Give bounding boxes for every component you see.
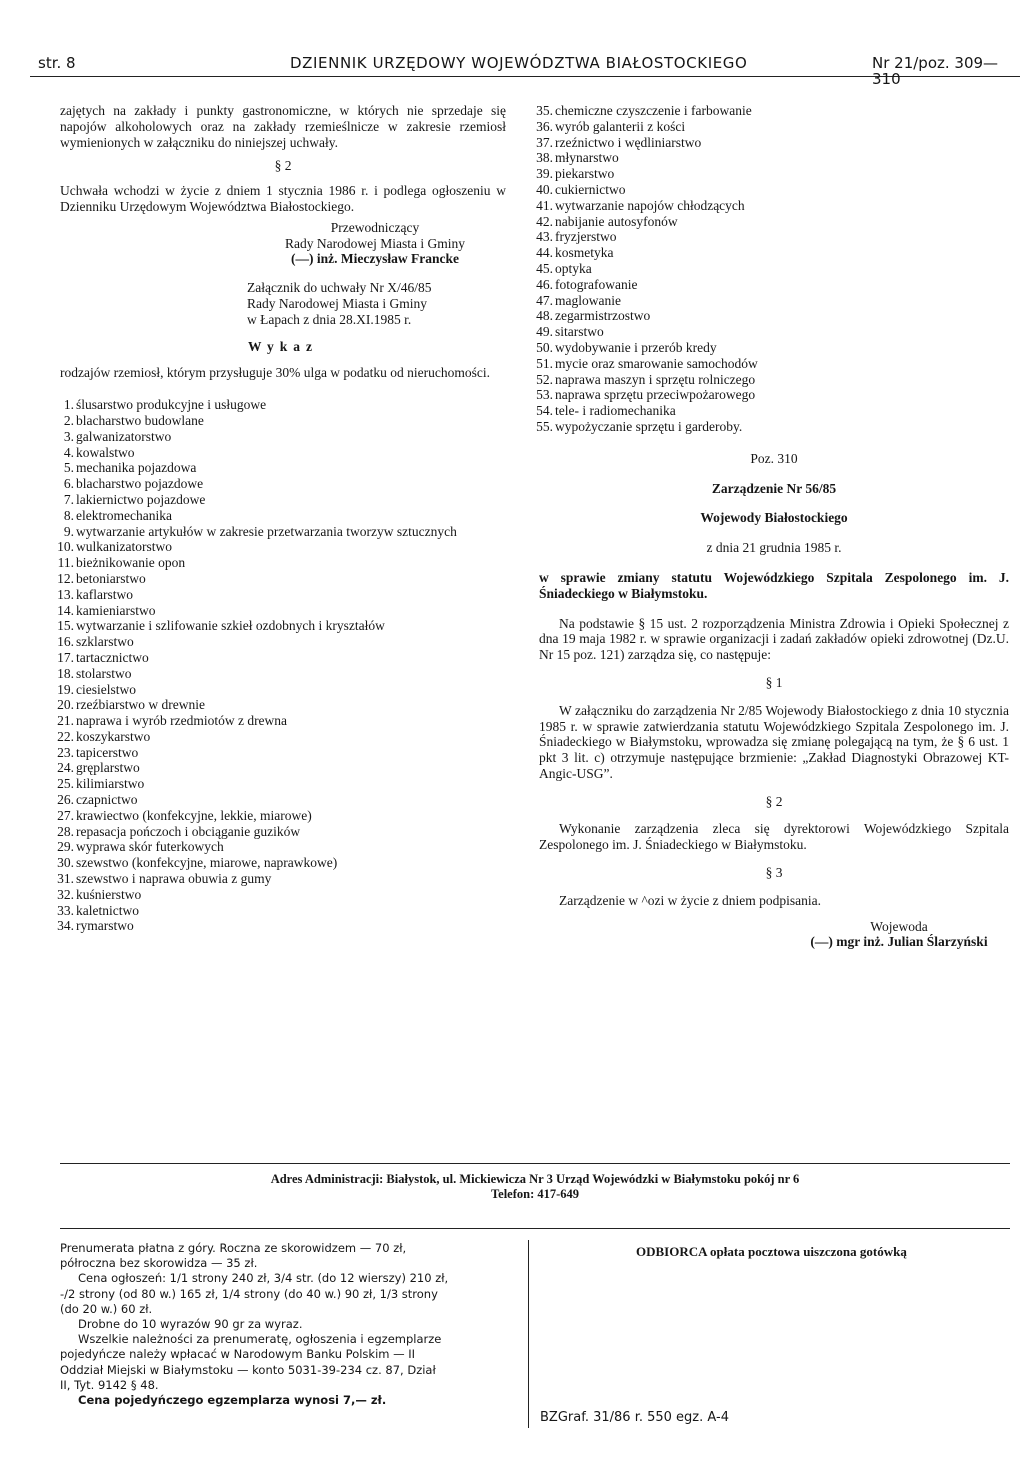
admin-address: Adres Administracji: Białystok, ul. Mickiewicza Nr 3 Urząd Wojewódzki w Białymstoku pokój nr 6 [270, 1172, 800, 1186]
list-item-text: czapnictwo [76, 792, 138, 808]
section-2-text-right: Wykonanie zarządzenia zleca się dyrektorowi Wojewódzkiego Szpitala Zespolonego im. J. Śniadeckiego w Białymstoku. [539, 821, 1009, 853]
list-item-text: naprawa sprzętu przeciwpożarowego [555, 387, 756, 403]
section-1-text: W załączniku do zarządzenia Nr 2/85 Wojewody Białostockiego z dnia 10 stycznia 1985 r. w sprawie zatwierdzania statutu Wojewódzkiego Szpitala Zespolonego im. J. Śniadeckiego w Białymstoku, wprowadza się zmianę polegającą na tym, że § 6 ust. 1 pkt 3 lit. c) otrzymuje następujące brzmienie: „Zakład Diagnostyki Obrazowej KT-Angic-USG”. [539, 702, 1009, 781]
list-item-text: wyprawa skór futerkowych [76, 839, 224, 855]
list-item [536, 103, 1009, 119]
list-item [57, 839, 506, 855]
list-item-number: 8. [63, 507, 74, 523]
annex-line-3: w Łapach z dnia 28.XI.1985 r. [247, 311, 412, 327]
list-item [60, 492, 506, 508]
list-item [536, 371, 1009, 388]
list-item-number: 17. [57, 649, 74, 665]
list-item-text: stolarstwo [76, 665, 132, 681]
list-item-text: cukiernictwo [555, 181, 626, 197]
list-item-number: 50. [536, 339, 553, 355]
list-item [57, 886, 506, 903]
list-item-text: kilimiarstwo [76, 776, 145, 792]
list-item-number: 42. [536, 213, 553, 229]
voivode-name: (—) mgr inż. Julian Ślarzyński [810, 934, 988, 950]
list-item [60, 524, 506, 540]
list-item-number: 19. [57, 681, 74, 697]
list-item-text: fotografowanie [555, 276, 638, 292]
list-item [57, 760, 506, 776]
list-item [60, 508, 506, 524]
list-item-text: zegarmistrzostwo [555, 308, 651, 324]
list-item-text: tartacznictwo [76, 649, 149, 665]
list-item-number: 39. [536, 166, 553, 182]
voivode-role: Wojewoda [870, 918, 928, 934]
list-item-number: 2. [63, 412, 74, 428]
list-item [60, 413, 506, 429]
list-item-number: 48. [536, 308, 553, 324]
list-item [57, 539, 506, 555]
sub-line-1: Prenumerata płatna z góry. Roczna ze skorowidzem — 70 zł, [60, 1241, 407, 1255]
list-item-text: fryzjerstwo [555, 229, 617, 245]
list-item-text: kaletnictwo [76, 902, 139, 918]
list-item-text: gręplarstwo [76, 760, 140, 776]
subscription-info [60, 1241, 520, 1408]
sub-line-4: -/2 strony (od 80 w.) 165 zł, 1/4 strony (do 40 w.) 90 zł, 1/3 strony [60, 1286, 438, 1301]
list-item-number: 53. [536, 387, 553, 403]
list-item-number: 38. [536, 150, 553, 166]
list-item-number: 43. [536, 229, 553, 245]
list-item-text: naprawa maszyn i sprzętu rolniczego [555, 371, 756, 387]
page-number: str. 8 [38, 54, 76, 72]
list-item-number: 45. [536, 260, 553, 276]
list-item [536, 260, 1009, 277]
list-item [536, 339, 1009, 356]
list-item-text: tele- i radiomechanika [555, 403, 676, 419]
section-3-text: Zarządzenie w ^ozi w życie z dniem podpisania. [559, 892, 821, 908]
wykaz-description: rodzajów rzemiosł, którym przysługuje 30% ulga w podatku od nieruchomości. [60, 365, 491, 381]
left-column [57, 103, 506, 934]
sub-line-8: pojedyńcze należy wpłacać w Narodowym Banku Polskim — II [60, 1347, 416, 1362]
list-item-text: mechanika pojazdowa [76, 460, 197, 476]
list-item-number: 44. [536, 245, 553, 261]
footer-top-rule [60, 1163, 1010, 1164]
signature-role: Przewodniczący [330, 219, 420, 235]
list-item-text: kaflarstwo [76, 586, 133, 602]
list-item-text: betoniarstwo [76, 570, 146, 586]
list-item-number: 37. [536, 134, 553, 150]
list-item [57, 823, 506, 840]
list-item [536, 213, 1009, 230]
list-item-text: krawiectwo (konfekcyjne, lekkie, miarowe) [76, 807, 312, 823]
list-item [57, 776, 506, 792]
list-item [57, 555, 506, 571]
list-item [536, 292, 1009, 309]
list-item-text: szewstwo (konfekcyjne, miarowe, naprawkowe) [76, 855, 338, 871]
list-item-text: kuśnierstwo [76, 886, 142, 902]
list-item-number: 11. [57, 555, 74, 571]
crafts-list-right [536, 103, 1009, 435]
list-item-number: 15. [57, 618, 74, 634]
list-item-number: 35. [536, 103, 553, 118]
intro-paragraph: zajętych na zakłady i punkty gastronomiczne, w których nie sprzedaje się napojów alkoholowych oraz na zakłady rzemieślnicze w zakresie rzemiosł wymienionych w załączniku do niniejszej uchwały. [60, 103, 506, 150]
list-item-text: rzeźbiarstwo w drewnie [76, 697, 205, 713]
chairman-signature [250, 220, 500, 267]
list-item [60, 460, 506, 476]
list-item [60, 476, 506, 492]
list-item [57, 918, 506, 934]
list-item-number: 41. [536, 197, 553, 213]
list-item-number: 20. [57, 697, 74, 713]
list-item-text: rzeźnictwo i wędliniarstwo [555, 134, 702, 150]
sub-line-3: Cena ogłoszeń: 1/1 strony 240 zł, 3/4 str. (do 12 wierszy) 210 zł, [78, 1271, 449, 1286]
wykaz-title: Wykaz [248, 338, 318, 354]
annex-line-1: Załącznik do uchwały Nr X/46/85 [247, 280, 432, 296]
list-item-text: sitarstwo [555, 324, 604, 340]
list-item [536, 355, 1009, 372]
page-header [30, 54, 1020, 88]
order-date: z dnia 21 grudnia 1985 r. [706, 540, 842, 556]
section-2-heading-right: § 2 [765, 793, 783, 809]
list-item-number: 55. [536, 418, 553, 434]
crafts-list-left [57, 397, 506, 934]
list-item-number: 25. [57, 776, 74, 792]
list-item-text: wytwarzanie i szlifowanie szkieł ozdobnych i kryształów [76, 618, 385, 634]
sub-line-5: (do 20 w.) 60 zł. [60, 1301, 153, 1316]
print-info: BZGraf. 31/86 r. 550 egz. A-4 [540, 1410, 729, 1425]
list-item [57, 586, 506, 603]
list-item-number: 27. [57, 807, 74, 823]
list-item [536, 166, 1009, 182]
list-item-text: blacharstwo pojazdowe [76, 476, 204, 492]
list-item [536, 197, 1009, 214]
list-item-number: 33. [57, 902, 74, 918]
list-item-number: 34. [57, 918, 74, 934]
list-item [536, 403, 1009, 419]
annex-reference [247, 280, 506, 327]
sub-line-6: Drobne do 10 wyrazów 90 gr za wyraz. [78, 1317, 303, 1332]
list-item-text: naprawa i wyrób rzedmiotów z drewna [76, 713, 288, 729]
issue-number: Nr 21/poz. 309—310 [872, 54, 999, 88]
list-item-text: elektromechanika [76, 507, 172, 523]
list-item-text: ślusarstwo produkcyjne i usługowe [76, 397, 267, 413]
list-item-number: 31. [57, 871, 74, 887]
list-item-text: chemiczne czyszczenie i farbowanie [555, 103, 752, 118]
list-item-number: 52. [536, 371, 553, 387]
list-item [57, 665, 506, 682]
list-item-text: nabijanie autosyfonów [555, 213, 678, 229]
list-item-text: szewstwo i naprawa obuwia z gumy [76, 871, 272, 887]
list-item-text: wypożyczanie sprzętu i garderoby. [555, 418, 743, 434]
sub-line-9: Oddział Miejski w Białymstoku — konto 5031-39-234 cz. 87, Dział [60, 1362, 436, 1377]
list-item-text: szklarstwo [76, 634, 134, 650]
list-item [57, 634, 506, 650]
list-item-number: 49. [536, 324, 553, 340]
section-3-heading: § 3 [765, 865, 783, 881]
list-item-number: 18. [57, 665, 74, 681]
list-item [60, 445, 506, 461]
list-item-text: galwanizatorstwo [76, 428, 172, 444]
list-item-number: 13. [57, 586, 74, 602]
list-item-number: 24. [57, 760, 74, 776]
list-item [536, 134, 1009, 151]
list-item [57, 649, 506, 666]
list-item-text: optyka [555, 260, 592, 276]
list-item [60, 429, 506, 445]
footer-divider [528, 1240, 529, 1428]
list-item [536, 276, 1009, 293]
list-item [536, 308, 1009, 324]
order-title: Zarządzenie Nr 56/85 [711, 480, 837, 496]
list-item-text: mycie oraz smarowanie samochodów [555, 355, 758, 371]
list-item [536, 150, 1009, 166]
list-item [57, 855, 506, 871]
list-item-text: wydobywanie i przerób kredy [555, 339, 717, 355]
list-item [57, 681, 506, 698]
list-item [57, 871, 506, 887]
list-item-number: 4. [63, 444, 74, 460]
list-item-text: repasacja pończoch i obciąganie guzików [76, 823, 301, 839]
list-item [57, 807, 506, 824]
list-item [57, 602, 506, 619]
list-item [536, 181, 1009, 198]
legal-basis: Na podstawie § 15 ust. 2 rozporządzenia Ministra Zdrowia i Opieki Społecznej z dna 19 maja 1982 r. w sprawie organizacji i zadań zakładów opieki zdrowotnej (Dz.U. Nr 15 poz. 121) zarządza się, co następuje: [539, 615, 1009, 663]
list-item [57, 902, 506, 919]
list-item-number: 5. [63, 460, 74, 476]
list-item [536, 118, 1009, 135]
journal-title: DZIENNIK URZĘDOWY WOJEWÓDZTWA BIAŁOSTOCKIEGO [290, 54, 748, 72]
list-item-text: tapicerstwo [76, 744, 139, 760]
order-subject: w sprawie zmiany statutu Wojewódzkiego Szpitala Zespolonego im. J. Śniadeckiego w Białymstoku. [539, 569, 1009, 601]
list-item-number: 40. [536, 181, 553, 197]
list-item [57, 570, 506, 587]
list-item-number: 7. [63, 491, 74, 507]
list-item [536, 324, 1009, 340]
right-column [536, 103, 1009, 950]
list-item-text: wytwarzanie artykułów w zakresie przetwarzania tworzyw sztucznych [76, 523, 457, 539]
section-1-heading: § 1 [765, 674, 783, 690]
list-item-number: 26. [57, 792, 74, 808]
list-item-text: kowalstwo [76, 444, 135, 460]
list-item-number: 6. [63, 476, 74, 492]
list-item [536, 245, 1009, 261]
sub-line-11: Cena pojedyńczego egzemplarza wynosi 7,— zł. [78, 1393, 387, 1408]
list-item-number: 10. [57, 539, 74, 555]
list-item-number: 9. [63, 523, 74, 539]
list-item-number: 16. [57, 634, 74, 650]
list-item-number: 36. [536, 118, 553, 134]
recipient-note: ODBIORCA opłata pocztowa uiszczona gotówką [636, 1244, 907, 1259]
list-item-text: piekarstwo [555, 166, 615, 182]
list-item-number: 32. [57, 886, 74, 902]
list-item-number: 12. [57, 570, 74, 586]
sub-line-7: Wszelkie należności za prenumeratę, ogłoszenia i egzemplarze [78, 1332, 442, 1347]
list-item-text: rymarstwo [76, 918, 134, 934]
list-item-number: 3. [63, 428, 74, 444]
list-item [536, 229, 1009, 245]
list-item-text: wyrób galanterii z kości [555, 118, 686, 134]
admin-phone: Telefon: 417-649 [490, 1187, 580, 1201]
list-item [60, 397, 506, 413]
list-item [57, 744, 506, 761]
list-item-text: lakiernictwo pojazdowe [76, 491, 206, 507]
list-item-number: 22. [57, 728, 74, 744]
list-item-text: wulkanizatorstwo [76, 539, 172, 555]
voivode-signature [789, 919, 1009, 951]
section-2-heading: § 2 [274, 158, 292, 174]
list-item [57, 728, 506, 745]
list-item-number: 46. [536, 276, 553, 292]
list-item-number: 47. [536, 292, 553, 308]
signature-body: Rady Narodowej Miasta i Gminy [285, 235, 465, 251]
list-item-text: ciesielstwo [76, 681, 136, 697]
order-issuer: Wojewody Białostockiego [700, 510, 848, 526]
poz-number: Poz. 310 [750, 450, 798, 466]
list-item-number: 28. [57, 823, 74, 839]
list-item-number: 1. [63, 397, 74, 413]
signature-name: (—) inż. Mieczysław Francke [291, 251, 459, 267]
list-item-number: 54. [536, 403, 553, 419]
list-item-text: koszykarstwo [76, 728, 151, 744]
list-item-number: 23. [57, 744, 74, 760]
list-item-text: blacharstwo budowlane [76, 412, 204, 428]
list-item-text: kosmetyka [555, 245, 614, 261]
list-item-number: 51. [536, 355, 553, 371]
list-item [57, 713, 506, 729]
list-item [57, 697, 506, 713]
list-item [57, 792, 506, 808]
list-item-number: 21. [57, 713, 74, 729]
sub-line-2: półroczna bez skorowidza — 35 zł. [60, 1256, 258, 1271]
list-item [536, 387, 1009, 403]
list-item-text: młynarstwo [555, 150, 619, 166]
list-item-number: 30. [57, 855, 74, 871]
sub-line-10: II, Tyt. 9142 § 48. [60, 1377, 159, 1392]
annex-line-2: Rady Narodowej Miasta i Gminy [247, 295, 427, 311]
footer-mid-rule [60, 1228, 1010, 1229]
list-item [536, 418, 1009, 435]
section-2-text: Uchwała wchodzi w życie z dniem 1 stycznia 1986 r. i podlega ogłoszeniu w Dzienniku Urzędowym Województwa Białostockiego. [60, 183, 506, 214]
list-item-text: bieżnikowanie opon [76, 555, 186, 571]
list-item-number: 14. [57, 602, 74, 618]
list-item-text: wytwarzanie napojów chłodzących [555, 197, 745, 213]
list-item [57, 618, 506, 634]
list-item-text: maglowanie [555, 292, 621, 308]
list-item-text: kamieniarstwo [76, 602, 156, 618]
list-item-number: 29. [57, 839, 74, 855]
